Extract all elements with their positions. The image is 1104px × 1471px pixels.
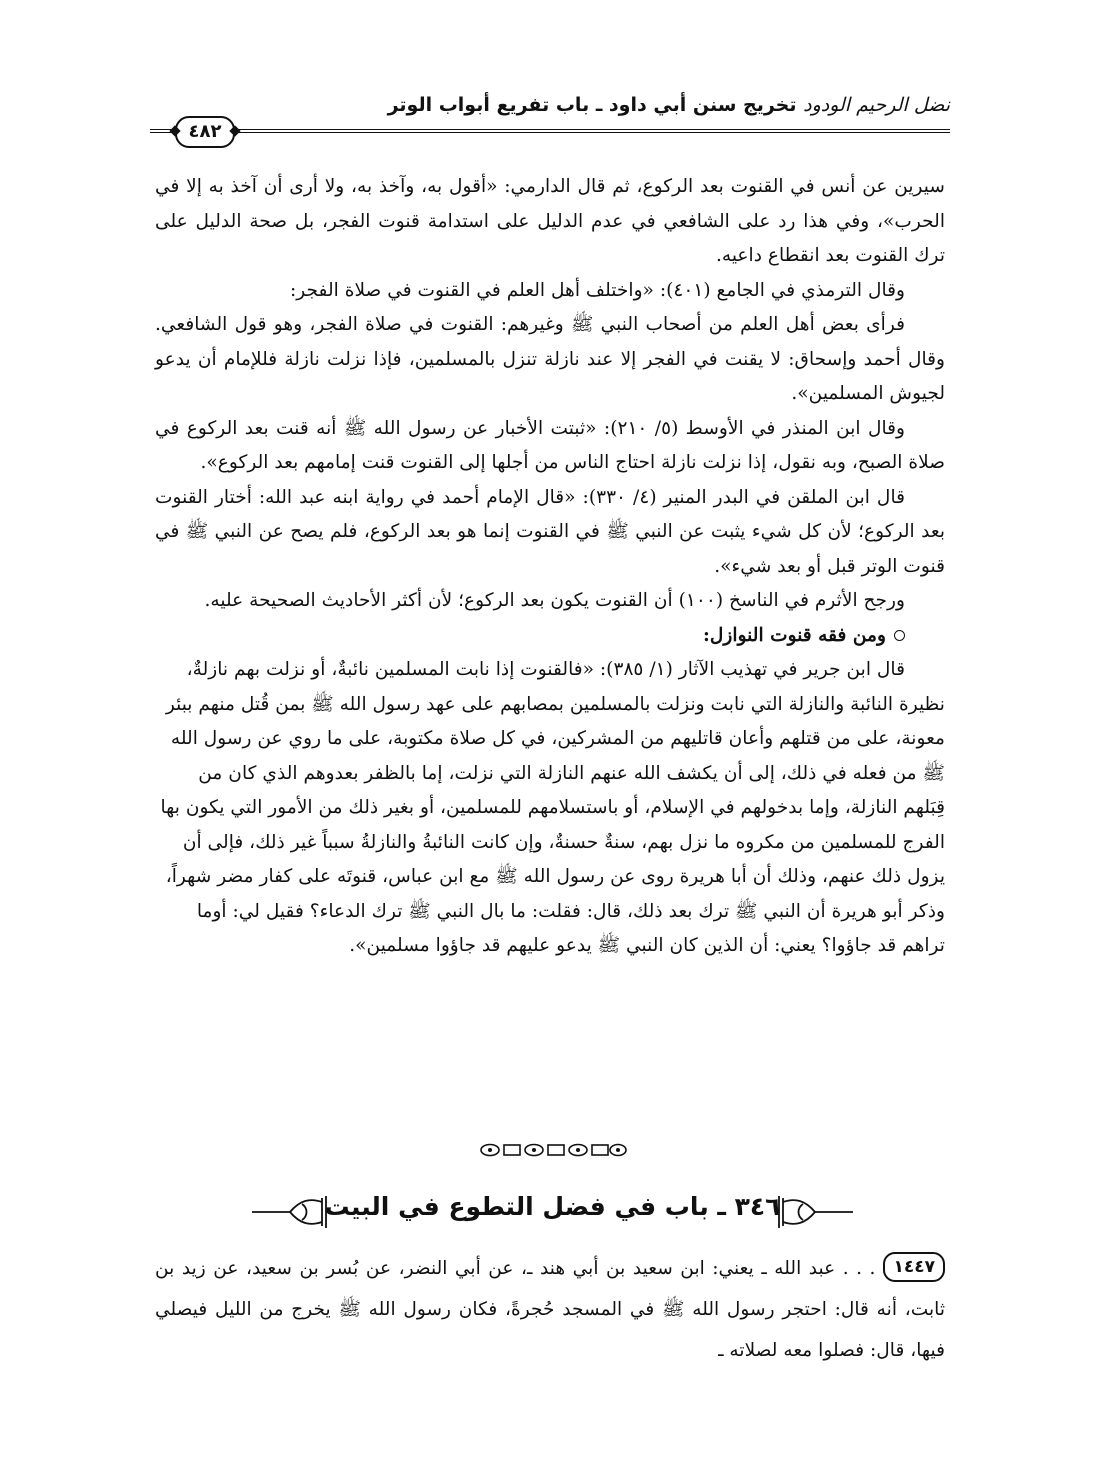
hadith-entry bbox=[155, 1248, 945, 1371]
body-text bbox=[155, 170, 945, 964]
paragraph: فرأى بعض أهل العلم من أصحاب النبي ﷺ وغيرهم: القنوت في صلاة الفجر، وهو قول الشافعي. وقال أحمد وإسحاق: لا يقنت في الفجر إلا عند نازلة تنزل بالمسلمين، فإذا نزلت نازلة فللإمام أن يدعو لجيوش المسلمين». bbox=[155, 314, 945, 404]
page-header bbox=[150, 86, 950, 146]
paragraph: سيرين عن أنس في القنوت بعد الركوع، ثم قال الدارمي: «أقول به، وآخذ به، ولا أرى أن آخذ به إلا في الحرب»، وفي هذا رد على الشافعي في عدم الدليل على استدامة قنوت الفجر، بل صحة الدليل على ترك القنوت بعد انقطاع داعيه. bbox=[155, 176, 945, 266]
book-title: نضل الرحيم الودود bbox=[803, 94, 950, 116]
hadith-text: . . . عبد الله ـ يعني: ابن سعيد بن أبي هند ـ، عن أبي النضر، عن بُسر بن سعيد، عن زيد بن ثابت، أنه قال: احتجر رسول الله ﷺ في المسجد حُجرةً، فكان رسول الله ﷺ يخرج من الليل فيصلي فيها، قال: فصلوا معه لصلاته ـ bbox=[155, 1258, 945, 1361]
hadith-number-badge: ١٤٤٧ bbox=[883, 1252, 945, 1282]
paragraph: قال ابن جرير في تهذيب الآثار (١/ ٣٨٥): «فالقنوت إذا نابت المسلمين نائبةٌ، أو نزلت بهم نازلةٌ، نظيرة النائبة والنازلة التي نابت ونزلت بالمسلمين بمصابهم على عهد رسول الله ﷺ بمن قُتل منهم ببئر معونة، على من قتلهم وأعان قاتليهم من المشركين، في كل صلاة مكتوبة، على ما روي عن رسول الله ﷺ من فعله في ذلك، إلى أن يكشف الله عنهم النازلة التي نزلت، إما بالظفر بعدوهم الذي كان من قِبَلهم النازلة، وإما بدخولهم في الإسلام، أو باستسلامهم للمسلمين، أو بغير ذلك من الأمور التي يكون بها الفرج للمسلمين من مكروه ما نزل بهم، سنةٌ حسنةٌ، وإن كانت النائبةُ والنازلةُ سبباً غير ذلك، فإلى أن يزول ذلك عنهم، وذلك أن أبا هريرة روى عن رسول الله ﷺ مع ابن عباس، قنوتَه على كفار مضر شهراً، وذكر أبو هريرة أن النبي ﷺ ترك بعد ذلك، قال: فقلت: ما بال النبي ﷺ ترك الدعاء؟ فقيل لي: أوما تراهم قد جاؤوا؟ يعني: أن الذين كان النبي ﷺ يدعو عليهم قد جاؤوا مسلمين». bbox=[160, 659, 945, 956]
section-divider-ornament bbox=[478, 1143, 628, 1157]
header-rule bbox=[150, 129, 950, 133]
left-flourish-icon bbox=[250, 1194, 330, 1230]
chapter-title: ٣٤٦ ـ باب في فضل التطوع في البيت bbox=[324, 1192, 781, 1221]
paragraph: قال ابن الملقن في البدر المنير (٤/ ٣٣٠): «قال الإمام أحمد في رواية ابنه عبد الله: أختار القنوت بعد الركوع؛ لأن كل شيء يثبت عن النبي ﷺ في القنوت إنما هو بعد الركوع، فلم يصح عن النبي ﷺ في قنوت الوتر قبل أو بعد شيء». bbox=[155, 486, 945, 577]
hadith-paragraph bbox=[155, 1248, 945, 1371]
paragraph: وقال الترمذي في الجامع (٤٠١): «واختلف أهل العلم في القنوت في صلاة الفجر: bbox=[290, 279, 905, 301]
paragraph: وقال ابن المنذر في الأوسط (٥/ ٢١٠): «ثبتت الأخبار عن رسول الله ﷺ أنه قنت بعد الركوع في صلاة الصبح، وبه نقول، إذا نزلت نازلة احتاج الناس من أجلها إلى القنوت قنت إمامهم بعد الركوع». bbox=[155, 417, 945, 473]
circle-bullet-icon bbox=[894, 630, 905, 641]
running-title bbox=[388, 94, 950, 116]
paragraph: ورجح الأثرم في الناسخ (١٠٠) أن القنوت يكون بعد الركوع؛ لأن أكثر الأحاديث الصحيحة عليه. bbox=[204, 590, 905, 611]
right-flourish-icon bbox=[775, 1194, 855, 1230]
page-number: ٤٨٢ bbox=[175, 116, 235, 148]
chapter-heading bbox=[250, 1188, 855, 1238]
section-title: تخريج سنن أبي داود ـ باب تفريع أبواب الوتر bbox=[387, 94, 797, 116]
subheading bbox=[155, 619, 945, 654]
subheading-text: ومن فقه قنوت النوازل: bbox=[703, 624, 886, 646]
